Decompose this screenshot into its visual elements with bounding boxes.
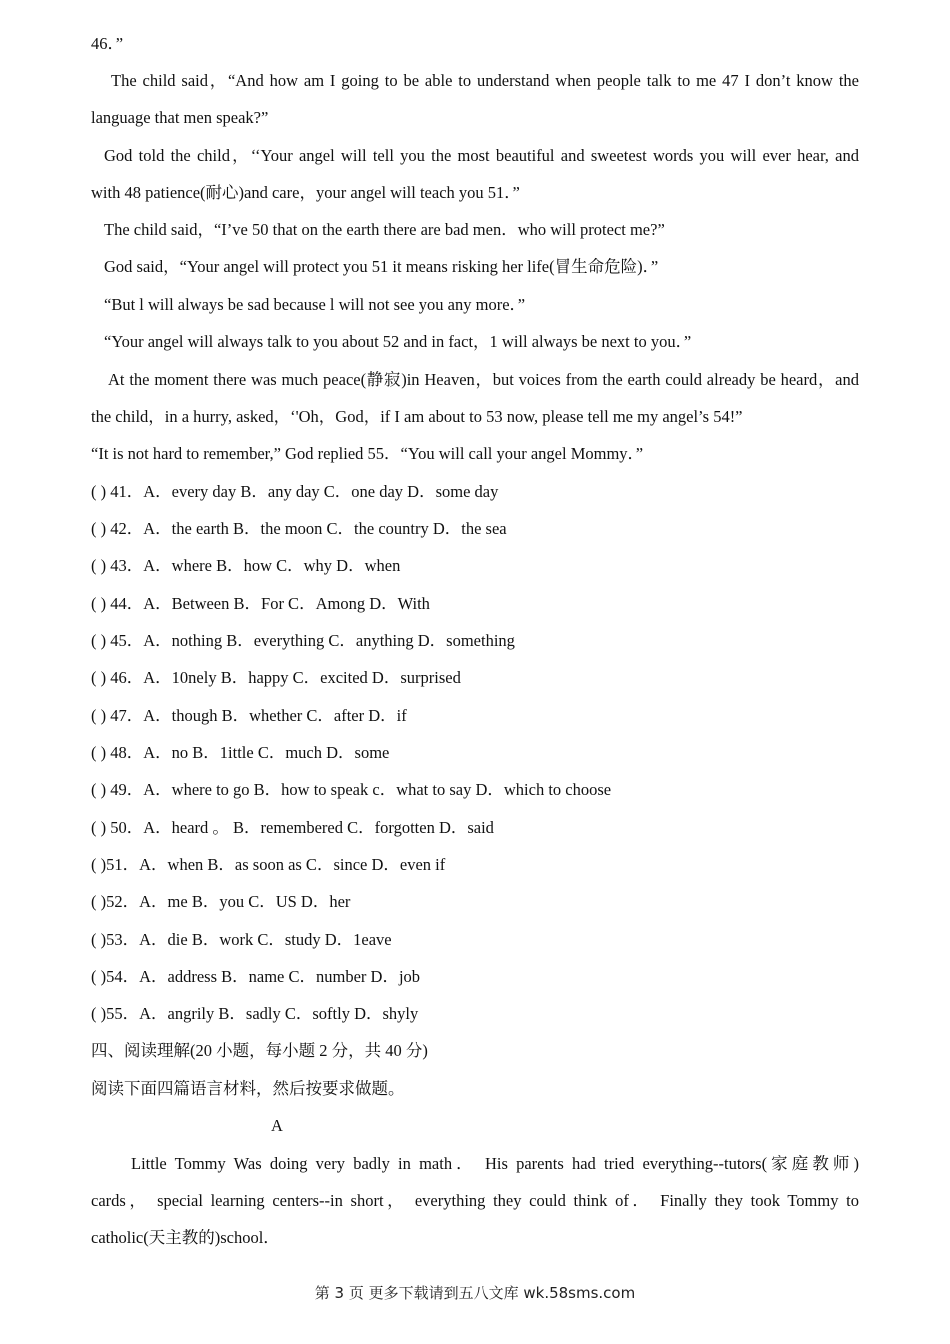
passage-line: God told the child，‘‘Your angel will tell you the most beautiful and sweetest words you will ever hear, and [104, 146, 859, 165]
question-item: ( )55．A．angrily B．sadly C．softly D．shyly [91, 1004, 419, 1023]
question-item: ( ) 49．A．where to go B．how to speak c．what to say D．which to choose [91, 780, 612, 799]
question-item: ( )52．A．me B．you C．US D．her [91, 892, 351, 911]
question-item: ( ) 46．A．10nely B．happy C．excited D．surprised [91, 668, 461, 687]
question-item: ( ) 48．A．no B．1ittle C．much D．some [91, 743, 390, 762]
passage-line: “Your angel will always talk to you about 52 and in fact，1 will always be next to you．” [104, 332, 692, 351]
passage-line: “It is not hard to remember,” God replied 55．“You will call your angel Mommy．” [91, 444, 644, 463]
question-item: ( ) 41．A．every day B．any day C．one day D．some day [91, 482, 499, 501]
passage-line: “But l will always be sad because l will not see you any more．” [104, 295, 526, 314]
passage-line: The child said，“And how am I going to be able to understand when people talk to me 47 I don’t know the [111, 71, 859, 90]
passage-line: the child，in a hurry, asked，‘'Oh，God，if I am about to 53 now, please tell me my angel’s 54!” [91, 407, 743, 426]
passage-line: 46．” [91, 34, 124, 53]
passage-label: A [271, 1116, 283, 1135]
question-item: ( ) 50．A．heard 。 B．remembered C．forgotten D．said [91, 818, 494, 837]
passage-line: At the moment there was much peace(静寂)in Heaven，but voices from the earth could already be heard，and [108, 370, 859, 389]
passage-line: language that men speak?” [91, 108, 269, 127]
question-item: ( ) 45．A．nothing B．everything C．anything D．something [91, 631, 515, 650]
reading-line: catholic(天主教的)school． [91, 1228, 280, 1247]
question-item: ( ) 42．A．the earth B．the moon C．the country D．the sea [91, 519, 507, 538]
question-item: ( )51．A．when B．as soon as C．since D．even if [91, 855, 446, 874]
section-instruction: 阅读下面四篇语言材料，然后按要求做题。 [91, 1079, 405, 1098]
section-heading: 四、阅读理解(20 小题，每小题 2 分，共 40 分) [91, 1041, 428, 1060]
question-item: ( ) 43．A．where B．how C．why D．when [91, 556, 401, 575]
page-footer: 第 3 页 更多下载请到五八文库 wk.58sms.com [314, 1284, 636, 1302]
reading-line: cards， special learning centers--in short， everything they could think of． Finally they took Tommy to [91, 1191, 859, 1210]
passage-line: The child said，“I’ve 50 that on the earth there are bad men．who will protect me?” [104, 220, 665, 239]
passage-line: God said，“Your angel will protect you 51 it means risking her life(冒生命危险)．” [104, 257, 659, 276]
question-item: ( )53．A．die B．work C．study D．1eave [91, 930, 392, 949]
question-item: ( )54．A．address B．name C．number D．job [91, 967, 421, 986]
question-item: ( ) 47．A．though B．whether C．after D．if [91, 706, 407, 725]
passage-line: with 48 patience(耐心)and care，your angel will teach you 51．” [91, 183, 520, 202]
question-item: ( ) 44．A．Between B．For C．Among D．With [91, 594, 430, 613]
reading-line: Little Tommy Was doing very badly in math． His parents had tried everything--tutors(家庭教师) [131, 1154, 859, 1173]
